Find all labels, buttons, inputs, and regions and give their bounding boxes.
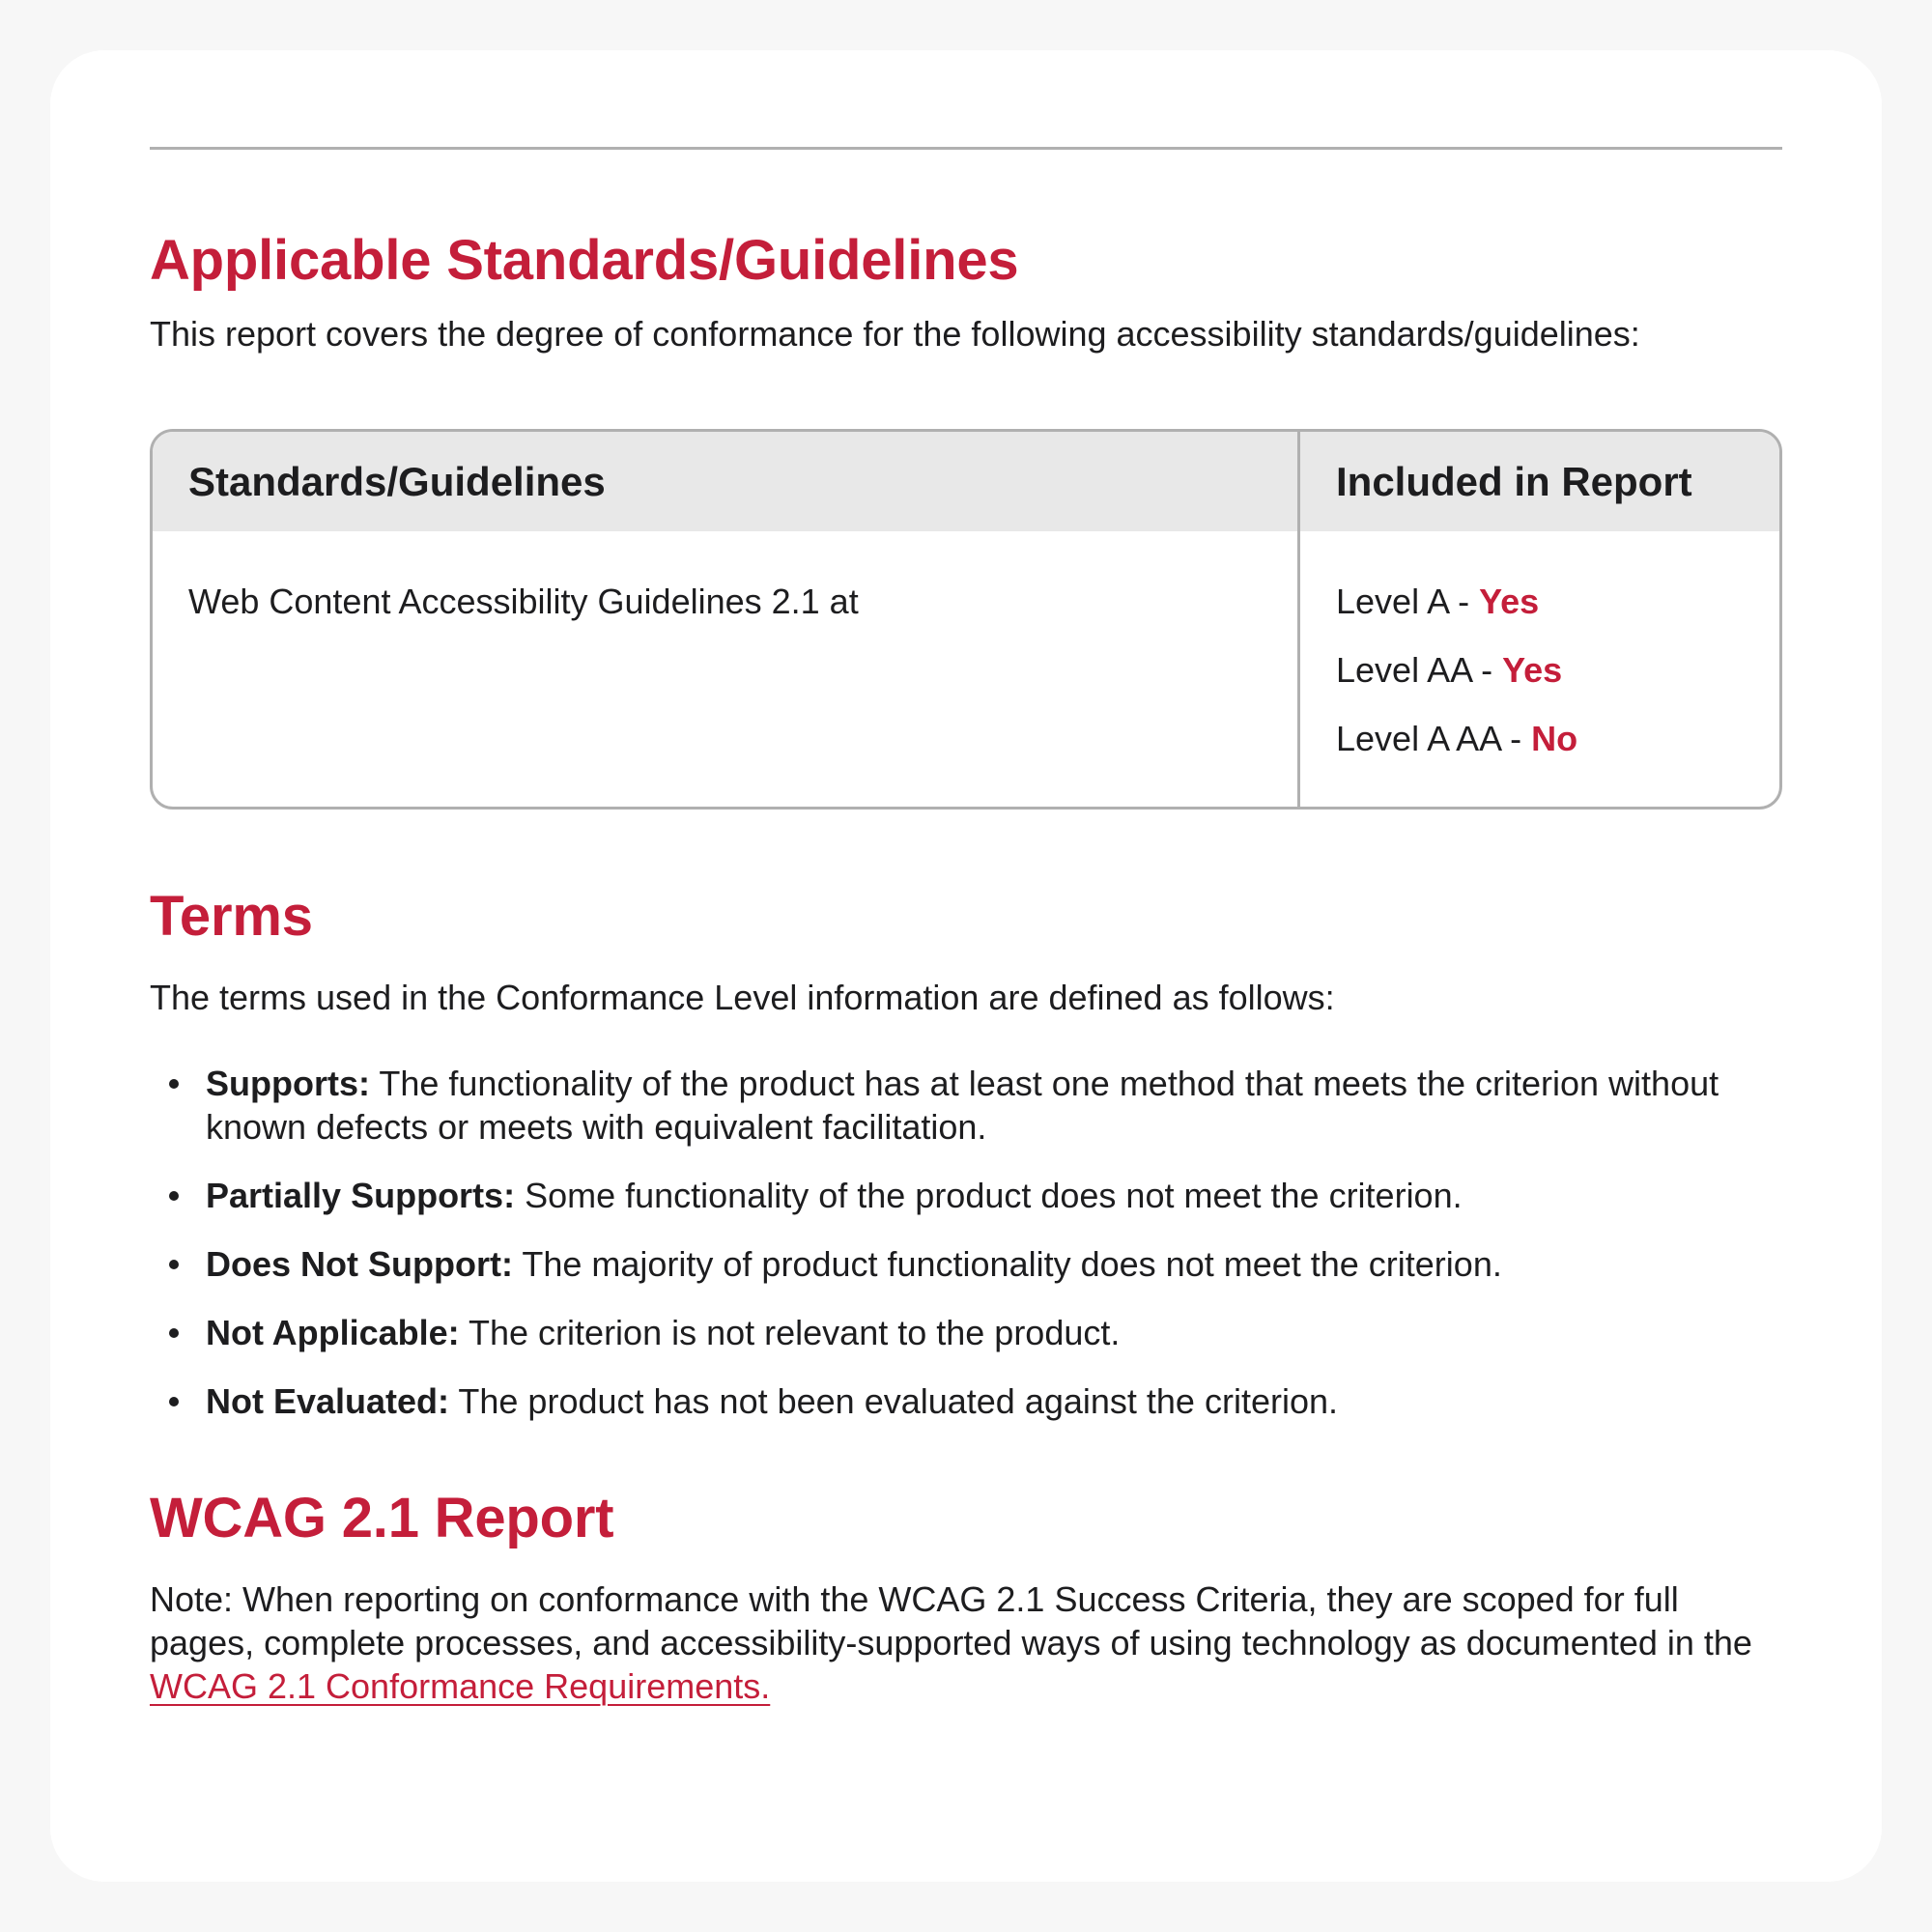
term-definition: The criterion is not relevant to the product. [459,1313,1121,1352]
header-included-in-report: Included in Report [1336,459,1692,504]
standards-table [150,429,1782,810]
standards-intro-text: This report covers the degree of conformance for the following accessibility standards/guidelines: [150,314,1640,354]
standard-name: Web Content Accessibility Guidelines 2.1 at [188,582,859,621]
terms-list [150,1062,1782,1423]
level-value: Yes [1502,650,1563,690]
standards-heading: Applicable Standards/Guidelines [150,229,1019,292]
level-label: Level AA - [1336,650,1503,690]
list-item [150,1174,1782,1217]
term-label: Not Applicable: [206,1313,460,1352]
bullet-icon [169,1260,179,1269]
level-a-line [1336,580,1779,623]
top-divider [150,147,1782,150]
levels-cell [1300,531,1779,807]
level-label: Level A AA - [1336,719,1532,758]
term-definition: Some functionality of the product does not meet the criterion. [515,1176,1463,1215]
terms-heading: Terms [150,885,313,948]
list-item [150,1311,1782,1354]
term-definition: The product has not been evaluated against the criterion. [449,1381,1338,1421]
standard-cell [153,531,1300,807]
wcag-note-text [150,1577,1782,1708]
term-label: Partially Supports: [206,1176,516,1215]
wcag-report-heading: WCAG 2.1 Report [150,1487,614,1549]
document-content [150,147,1782,1708]
term-definition: The majority of product functionality does not meet the criterion. [512,1244,1502,1284]
table-row [153,531,1779,807]
level-label: Level A - [1336,582,1480,621]
table-header-row [153,432,1779,531]
document-card [50,50,1882,1882]
term-label: Does Not Support: [206,1244,513,1284]
level-aa-line [1336,648,1779,692]
term-definition: The functionality of the product has at least one method that meets the criterion without known defects or meets with equivalent facilitation. [206,1064,1719,1147]
header-standards-guidelines: Standards/Guidelines [153,432,1300,531]
bullet-icon [169,1079,179,1089]
list-item [150,1062,1782,1149]
level-value: Yes [1479,582,1540,621]
term-label: Not Evaluated: [206,1381,450,1421]
level-value: No [1531,719,1578,758]
bullet-icon [169,1328,179,1338]
level-aaa-line [1336,717,1779,760]
bullet-icon [169,1191,179,1201]
wcag-conformance-requirements-link[interactable]: WCAG 2.1 Conformance Requirements. [150,1666,771,1706]
list-item [150,1242,1782,1286]
term-label: Supports: [206,1064,370,1103]
bullet-icon [169,1397,179,1406]
wcag-note-prefix: Note: When reporting on conformance with the WCAG 2.1 Success Criteria, they are scoped for full pages, complete processes, and accessibility-supported ways of using technology as documented in the [150,1579,1752,1662]
list-item [150,1379,1782,1423]
terms-intro-text: The terms used in the Conformance Level information are defined as follows: [150,978,1335,1017]
